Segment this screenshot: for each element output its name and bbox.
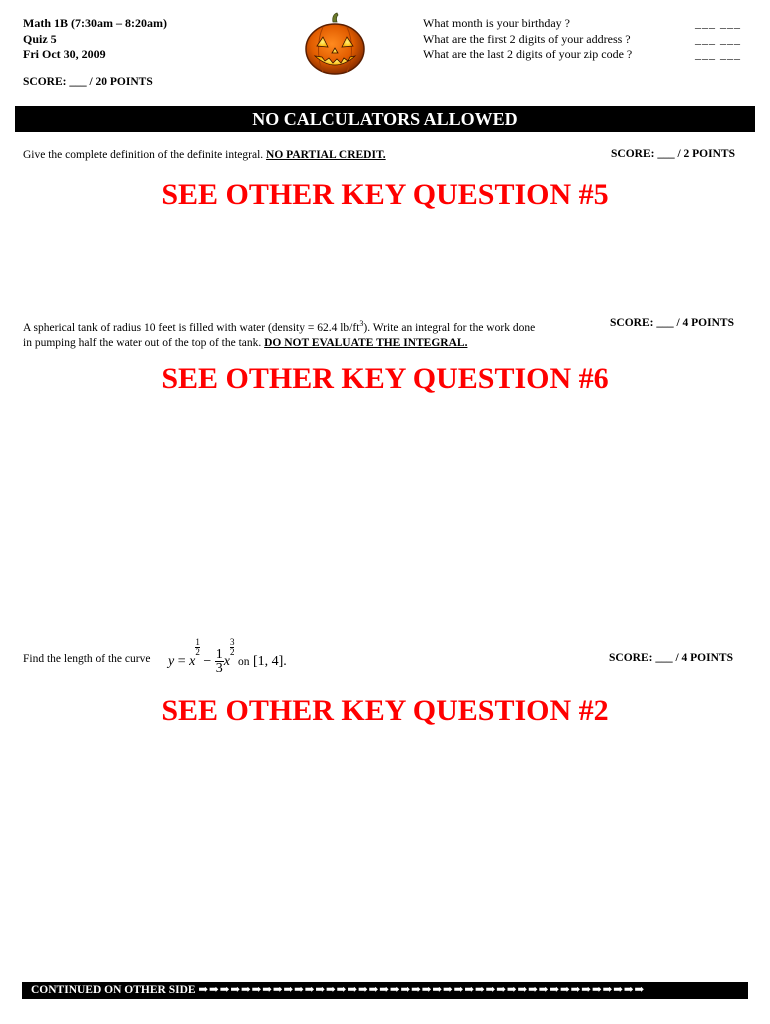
question-2-text — [23, 316, 603, 352]
birthday-blank[interactable]: ___ ___ — [695, 16, 741, 30]
question-1-text — [23, 148, 386, 164]
formula-on: on — [237, 656, 250, 668]
question-2-key-note: SEE OTHER KEY QUESTION #6 — [161, 362, 609, 395]
formula-equals: = — [177, 654, 186, 669]
jack-o-lantern-icon — [303, 12, 367, 76]
exponent-2-numerator: 3 — [229, 637, 235, 647]
right-arrow-icons: ➡➡➡➡➡➡➡➡➡➡➡➡➡➡➡➡➡➡➡➡➡➡➡➡➡➡➡➡➡➡➡➡➡➡➡➡➡➡➡➡➡➡ — [198, 984, 646, 996]
quiz-header-info — [23, 16, 167, 63]
course-title: Math 1B (7:30am – 8:20am) — [23, 16, 167, 30]
zip-blank[interactable]: ___ ___ — [695, 47, 741, 61]
no-calculators-banner: NO CALCULATORS ALLOWED — [15, 106, 755, 132]
question-1-prompt: Give the complete definition of the definite integral. — [23, 149, 264, 161]
formula-x-2: x — [223, 654, 230, 669]
personal-questions — [423, 16, 632, 63]
continued-label: CONTINUED ON OTHER SIDE — [31, 984, 196, 996]
exponent-1-numerator: 1 — [195, 637, 200, 647]
formula-y: y — [168, 654, 175, 669]
total-score: SCORE: ___ / 20 POINTS — [23, 76, 153, 88]
formula-minus: − — [203, 654, 212, 669]
question-1-score: SCORE: ___ / 2 POINTS — [611, 148, 735, 160]
question-3-prompt: Find the length of the curve — [23, 653, 151, 665]
question-2-prompt-c: in pumping half the water out of the top of the tank. — [23, 337, 262, 350]
question-2-superscript: 3 — [359, 319, 364, 328]
exponent-2-denominator: 2 — [229, 647, 235, 657]
formula-exponent-1 — [195, 638, 200, 657]
formula-x-1: x — [189, 654, 196, 669]
zip-question: What are the last 2 digits of your zip code ? — [423, 47, 633, 61]
address-blank[interactable]: ___ ___ — [695, 31, 741, 46]
arc-length-formula — [168, 638, 287, 675]
question-2-prompt-a: A spherical tank of radius 10 feet is filled with water (density = 62.4 lb/ft — [23, 321, 360, 334]
formula-coefficient — [215, 648, 224, 675]
question-2-prompt-b: ). Write an integral for the work done — [363, 321, 536, 334]
address-question: What are the first 2 digits of your address ? — [423, 31, 631, 46]
continued-footer-bar — [22, 982, 748, 999]
formula-period: . — [283, 654, 287, 669]
exponent-1-denominator: 2 — [195, 647, 200, 657]
formula-interval: [1, 4] — [252, 654, 284, 669]
question-3-key-note: SEE OTHER KEY QUESTION #2 — [161, 694, 609, 727]
question-1-key-note: SEE OTHER KEY QUESTION #5 — [161, 178, 609, 211]
question-1-emphasis: NO PARTIAL CREDIT. — [266, 149, 386, 161]
question-2-emphasis: DO NOT EVALUATE THE INTEGRAL. — [264, 337, 468, 350]
quiz-number: Quiz 5 — [23, 31, 57, 46]
coefficient-denominator: 3 — [215, 661, 223, 677]
birthday-question: What month is your birthday ? — [423, 16, 570, 30]
question-3-score: SCORE: ___ / 4 POINTS — [609, 652, 733, 664]
question-2-score: SCORE: ___ / 4 POINTS — [610, 317, 734, 329]
answer-blanks — [695, 16, 741, 63]
formula-exponent-2 — [230, 638, 235, 657]
quiz-date: Fri Oct 30, 2009 — [23, 47, 106, 61]
coefficient-numerator: 1 — [215, 647, 223, 663]
